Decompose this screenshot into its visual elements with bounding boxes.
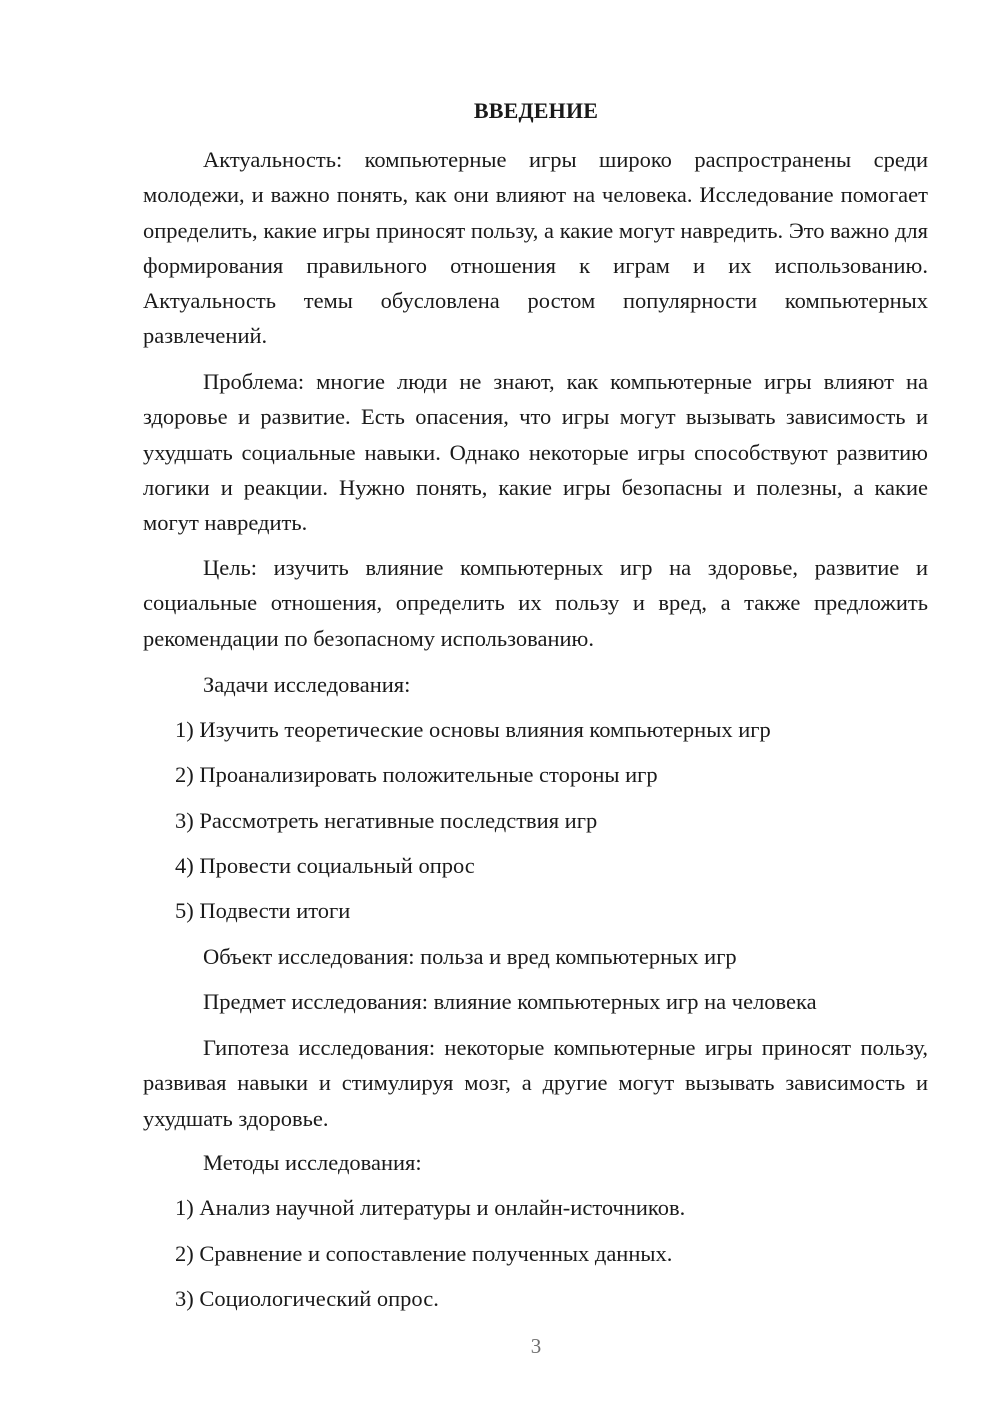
hypothesis-paragraph: Гипотеза исследования: некоторые компьютерные игры приносят пользу, развивая навыки и стимулируя мозг, а другие могут вызывать зависимость и ухудшать здоровье. [143, 1035, 928, 1131]
list-item: 1) Анализ научной литературы и онлайн-источников. [175, 1195, 686, 1220]
list-item: 2) Проанализировать положительные стороны игр [175, 762, 658, 787]
tasks-heading: Задачи исследования: [203, 672, 411, 697]
list-item: 5) Подвести итоги [175, 898, 351, 923]
goal-paragraph: Цель: изучить влияние компьютерных игр на здоровье, развитие и социальные отношения, определить их пользу и вред, а также предложить рекомендации по безопасному использованию. [143, 555, 928, 651]
relevance-paragraph: Актуальность: компьютерные игры широко распространены среди молодежи, и важно понять, как они влияют на человека. Исследование помогает определить, какие игры приносят пользу, а какие могут навредить. Это важно для формирования правильного отношения к играм и их использованию. Актуальность темы обусловлена ростом популярности компьютерных развлечений. [143, 147, 928, 349]
list-item: 2) Сравнение и сопоставление полученных данных. [175, 1241, 673, 1266]
list-item: 3) Социологический опрос. [175, 1286, 439, 1311]
problem-paragraph: Проблема: многие люди не знают, как компьютерные игры влияют на здоровье и развитие. Есть опасения, что игры могут вызывать зависимость и ухудшать социальные навыки. Однако некоторые игры способствуют развитию логики и реакции. Нужно понять, какие игры безопасны и полезны, а какие могут навредить. [143, 369, 928, 536]
page-title: ВВЕДЕНИЕ [473, 98, 599, 123]
subject-line: Предмет исследования: влияние компьютерных игр на человека [203, 989, 817, 1014]
object-line: Объект исследования: польза и вред компьютерных игр [203, 944, 737, 969]
methods-heading: Методы исследования: [203, 1150, 422, 1175]
list-item: 1) Изучить теоретические основы влияния компьютерных игр [175, 717, 771, 742]
list-item: 3) Рассмотреть негативные последствия игр [175, 808, 598, 833]
list-item: 4) Провести социальный опрос [175, 853, 475, 878]
page-number: 3 [530, 1334, 542, 1358]
